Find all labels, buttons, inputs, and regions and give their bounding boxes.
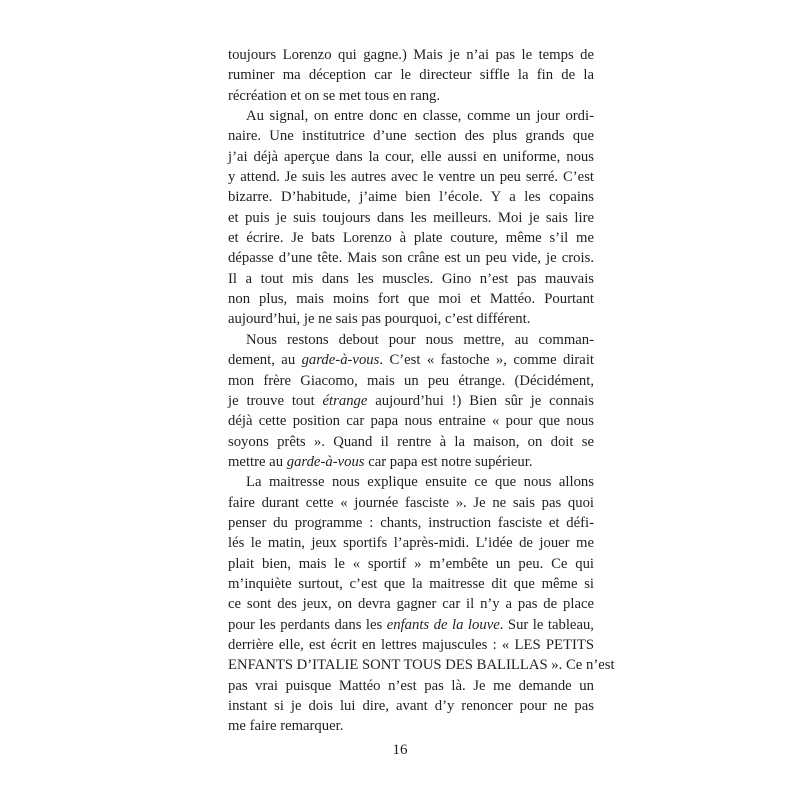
text-line: [228, 635, 594, 655]
text-line: [228, 594, 594, 614]
line-text: aujourd’hui, je ne sais pas pourquoi, c’est différent.: [228, 311, 531, 328]
body-text: [228, 45, 615, 737]
italic-term: étrange: [322, 392, 368, 409]
text-line: [228, 330, 594, 350]
text-line: [228, 655, 615, 675]
line-text: ruminer ma déception car le directeur siffle la fin de la: [228, 67, 594, 84]
text-line: [228, 452, 594, 472]
text-line: [228, 269, 594, 289]
line-text: dépasse d’une tête. Mais son crâne est un peu vide, je crois.: [228, 250, 594, 267]
line-text: lés le matin, jeux sportifs l’après-midi. L’idée de jouer me: [228, 535, 594, 552]
text-line: [228, 574, 594, 594]
line-text: non plus, mais moins fort que moi et Mattéo. Pourtant: [228, 291, 594, 308]
line-text: pour les perdants dans les: [228, 616, 387, 633]
text-line: [228, 696, 594, 716]
line-text: plait bien, mais le « sportif » m’embête un peu. Ce qui: [228, 555, 594, 572]
text-line: [228, 472, 594, 492]
line-text: Nous restons debout pour nous mettre, au comman-: [246, 331, 594, 348]
line-text: y attend. Je suis les autres avec le ventre un peu serré. C’est: [228, 169, 594, 186]
line-text: naire. Une institutrice d’une section des plus grands que: [228, 128, 594, 145]
line-text: déjà cette position car papa nous entraine « pour que nous: [228, 413, 594, 430]
line-text: penser du programme : chants, instruction fasciste et défi-: [228, 514, 594, 531]
line-text: j’ai déjà aperçue dans la cour, elle aussi en uniforme, nous: [228, 148, 594, 165]
text-line: [228, 167, 594, 187]
line-text: soyons prêts ». Quand il rentre à la maison, on doit se: [228, 433, 594, 450]
line-text: instant si je dois lui dire, avant d’y renoncer pour ne pas: [228, 698, 594, 714]
paragraph: [228, 330, 594, 472]
italic-term: garde-à-vous: [286, 453, 365, 470]
italic-term: enfants de la louve: [386, 616, 500, 633]
text-line: [228, 411, 594, 431]
line-text: Au signal, on entre donc en classe, comme un jour ordi-: [246, 108, 594, 125]
text-line: [228, 126, 594, 146]
line-text: . C’est « fastoche », comme dirait: [379, 352, 594, 369]
line-text: bizarre. D’habitude, j’aime bien l’école. Y a les copains: [228, 189, 594, 206]
text-line: [228, 309, 594, 329]
paragraph: [228, 472, 615, 736]
italic-term: garde-à-vous: [301, 352, 380, 369]
text-line: [228, 676, 594, 696]
text-line: [228, 106, 594, 126]
paragraph: [228, 45, 594, 106]
line-text: récréation et on se met tous en rang.: [228, 87, 441, 104]
text-line: [228, 208, 594, 228]
text-line: [228, 248, 594, 268]
line-text: me faire remarquer.: [228, 718, 344, 735]
line-text: pas vrai puisque Mattéo n’est pas là. Je me demande un: [228, 677, 594, 694]
line-text: dement, au: [228, 352, 302, 369]
text-line: [228, 716, 594, 736]
line-text: mon frère Giacomo, mais un peu étrange. (Décidément,: [228, 372, 594, 389]
line-text: La maitresse nous explique ensuite ce que nous allons: [246, 474, 594, 491]
text-line: [228, 228, 594, 248]
text-line: [228, 554, 594, 574]
line-text: car papa est notre supérieur.: [364, 453, 533, 470]
text-line: [228, 513, 594, 533]
page-number: 16: [392, 742, 408, 758]
line-text: . Sur le tableau,: [499, 616, 594, 633]
line-text: et écrire. Je bats Lorenzo à plate couture, même s’il me: [228, 230, 594, 247]
line-text: et puis je suis toujours dans les meilleurs. Moi je sais lire: [228, 209, 594, 226]
line-text: m’inquiète surtout, c’est que la maitresse dit que même si: [228, 575, 594, 592]
text-line: [228, 350, 594, 370]
text-line: [228, 615, 594, 635]
text-line: [228, 187, 594, 207]
line-text: Il a tout mis dans les muscles. Gino n’est pas mauvais: [228, 270, 594, 287]
text-line: [228, 45, 594, 65]
line-text: ENFANTS D’ITALIE SONT TOUS DES BALILLAS ». Ce n’est: [228, 657, 615, 674]
line-text: ce sont des jeux, on devra gagner car il n’y a pas de place: [228, 596, 594, 613]
text-line: [228, 533, 594, 553]
text-line: [228, 371, 594, 391]
line-text: faire durant cette « journée fasciste ». Je ne sais pas quoi: [228, 494, 594, 511]
text-line: [228, 391, 594, 411]
text-line: [228, 147, 594, 167]
text-line: [228, 289, 594, 309]
line-text: mettre au: [228, 453, 287, 470]
text-line: [228, 432, 594, 452]
text-line: [228, 86, 594, 106]
line-text: aujourd’hui !) Bien sûr je connais: [367, 392, 594, 409]
text-line: [228, 493, 594, 513]
line-text: toujours Lorenzo qui gagne.) Mais je n’ai pas le temps de: [228, 47, 594, 63]
paragraph: [228, 106, 594, 330]
text-line: [228, 65, 594, 85]
line-text: derrière elle, est écrit en lettres majuscules : « LES PETITS: [228, 636, 594, 653]
line-text: je trouve tout: [228, 392, 323, 409]
